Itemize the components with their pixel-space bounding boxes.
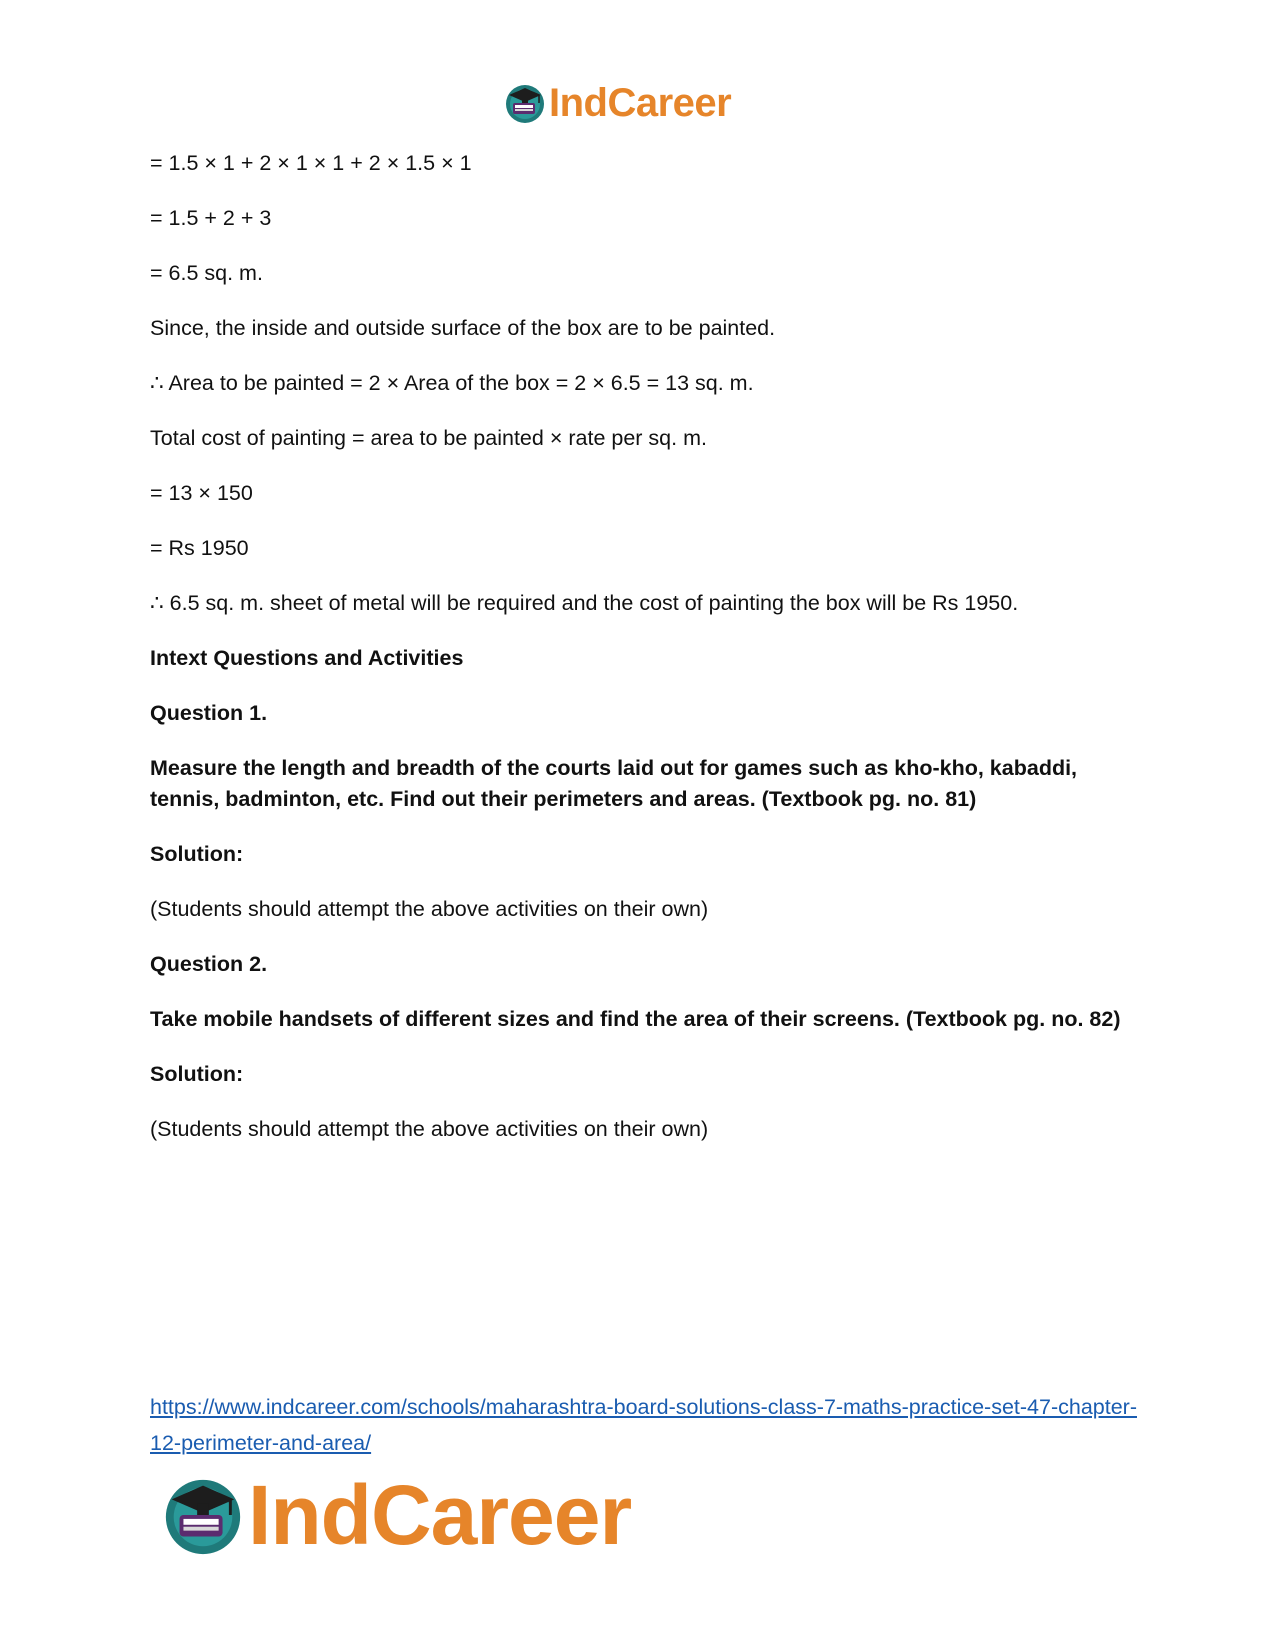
source-link-block — [150, 1389, 1140, 1461]
document-body — [150, 148, 1125, 1169]
paragraph: = 1.5 × 1 + 2 × 1 × 1 + 2 × 1.5 × 1 — [150, 151, 472, 175]
bold-paragraph: Solution: — [150, 842, 244, 866]
paragraph: = 1.5 + 2 + 3 — [150, 206, 272, 230]
paragraph: ∴ 6.5 sq. m. sheet of metal will be required and the cost of painting the box will be Rs 1950. — [150, 591, 1019, 615]
bold-paragraph: Measure the length and breadth of the courts laid out for games such as kho-kho, kabaddi, tennis, badminton, etc. Find out their perimeters and areas. (Textbook pg. no. 81) — [150, 756, 1078, 811]
paragraph: Since, the inside and outside surface of the box are to be painted. — [150, 316, 776, 340]
paragraph: Total cost of painting = area to be painted × rate per sq. m. — [150, 426, 707, 450]
footer-brand-logo-text: IndCareer — [248, 1468, 632, 1562]
paragraph: (Students should attempt the above activities on their own) — [150, 1117, 709, 1141]
paragraph: = Rs 1950 — [150, 536, 249, 560]
footer-logo — [160, 1470, 631, 1560]
paragraph: = 13 × 150 — [150, 481, 253, 505]
bold-paragraph: Solution: — [150, 1062, 244, 1086]
paragraph: = 6.5 sq. m. — [150, 261, 263, 285]
source-link[interactable]: https://www.indcareer.com/schools/maharashtra-board-solutions-class-7-maths-practice-set-47-chapter-12-perimeter-and-area/ — [150, 1395, 1137, 1455]
bold-paragraph: Question 2. — [150, 952, 268, 976]
graduation-cap-book-icon — [160, 1472, 246, 1558]
bold-paragraph: Question 1. — [150, 701, 268, 725]
brand-logo-text: IndCareer — [549, 81, 732, 125]
paragraph: ∴ Area to be painted = 2 × Area of the box = 2 × 6.5 = 13 sq. m. — [150, 371, 754, 395]
graduation-cap-book-icon — [503, 81, 547, 125]
header-logo — [503, 80, 731, 126]
bold-paragraph: Intext Questions and Activities — [150, 646, 464, 670]
paragraph: (Students should attempt the above activities on their own) — [150, 897, 709, 921]
bold-paragraph: Take mobile handsets of different sizes and find the area of their screens. (Textbook pg. no. 82) — [150, 1007, 1121, 1031]
